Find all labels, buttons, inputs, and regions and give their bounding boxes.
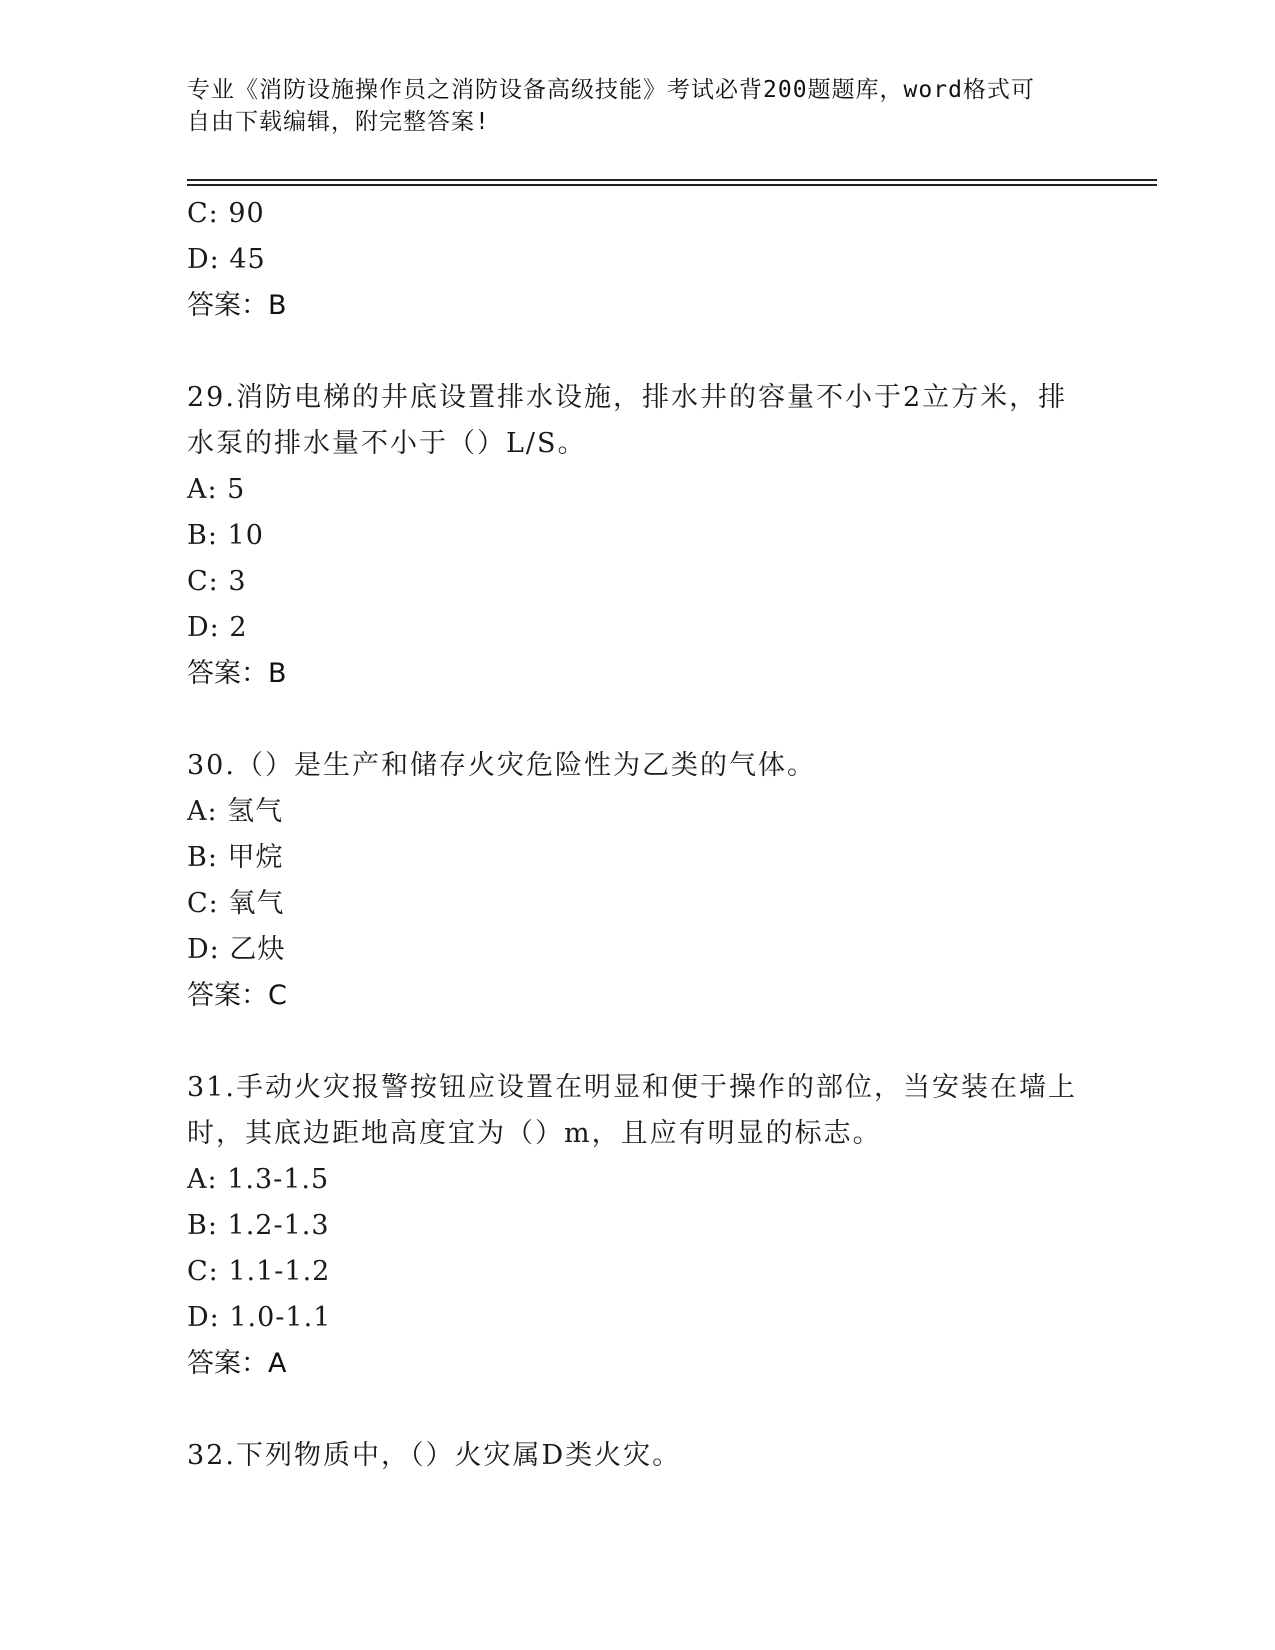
option-a: A: 5 xyxy=(187,474,246,505)
spacer xyxy=(187,697,1087,743)
answer-label: 答案：B xyxy=(187,290,287,321)
question-32 xyxy=(187,1433,1087,1479)
answer-label: 答案：A xyxy=(187,1348,287,1379)
option-a: A: 氢气 xyxy=(187,796,284,827)
option-c: C: 氧气 xyxy=(187,888,285,919)
option-b: B: 甲烷 xyxy=(187,842,284,873)
option-d: D: 45 xyxy=(187,244,266,275)
question-list xyxy=(187,191,1087,1479)
spacer xyxy=(187,1019,1087,1065)
option-c: C: 90 xyxy=(187,198,265,229)
answer-label: 答案：B xyxy=(187,658,287,689)
header-title-line-1: 专业《消防设施操作员之消防设备高级技能》考试必背200题题库，word格式可 xyxy=(187,77,1035,103)
question-31 xyxy=(187,1065,1087,1387)
spacer xyxy=(187,1387,1087,1433)
spacer xyxy=(187,329,1087,375)
question-stem: 水泵的排水量不小于（）L/S。 xyxy=(187,428,587,459)
option-c: C: 1.1-1.2 xyxy=(187,1256,331,1287)
option-d: D: 乙炔 xyxy=(187,934,286,965)
option-b: B: 1.2-1.3 xyxy=(187,1210,330,1241)
question-28-tail xyxy=(187,191,1087,329)
question-stem: 30.（）是生产和储存火灾危险性为乙类的气体。 xyxy=(187,750,816,781)
question-stem: 31.手动火灾报警按钮应设置在明显和便于操作的部位，当安装在墙上 xyxy=(187,1072,1077,1103)
question-30 xyxy=(187,743,1087,1019)
header-title-line-2: 自由下载编辑，附完整答案! xyxy=(187,109,490,135)
option-c: C: 3 xyxy=(187,566,247,597)
header-divider-bottom xyxy=(187,184,1157,186)
option-d: D: 2 xyxy=(187,612,248,643)
page-header xyxy=(187,74,1082,138)
answer-label: 答案：C xyxy=(187,980,287,1011)
header-divider-top xyxy=(187,179,1157,181)
question-29 xyxy=(187,375,1087,697)
question-stem: 32.下列物质中，（）火灾属D类火灾。 xyxy=(187,1440,682,1471)
option-d: D: 1.0-1.1 xyxy=(187,1302,332,1333)
option-b: B: 10 xyxy=(187,520,264,551)
option-a: A: 1.3-1.5 xyxy=(187,1164,330,1195)
question-stem: 时，其底边距地高度宜为（）m，且应有明显的标志。 xyxy=(187,1118,882,1149)
question-stem: 29.消防电梯的井底设置排水设施，排水井的容量不小于2立方米，排 xyxy=(187,382,1068,413)
